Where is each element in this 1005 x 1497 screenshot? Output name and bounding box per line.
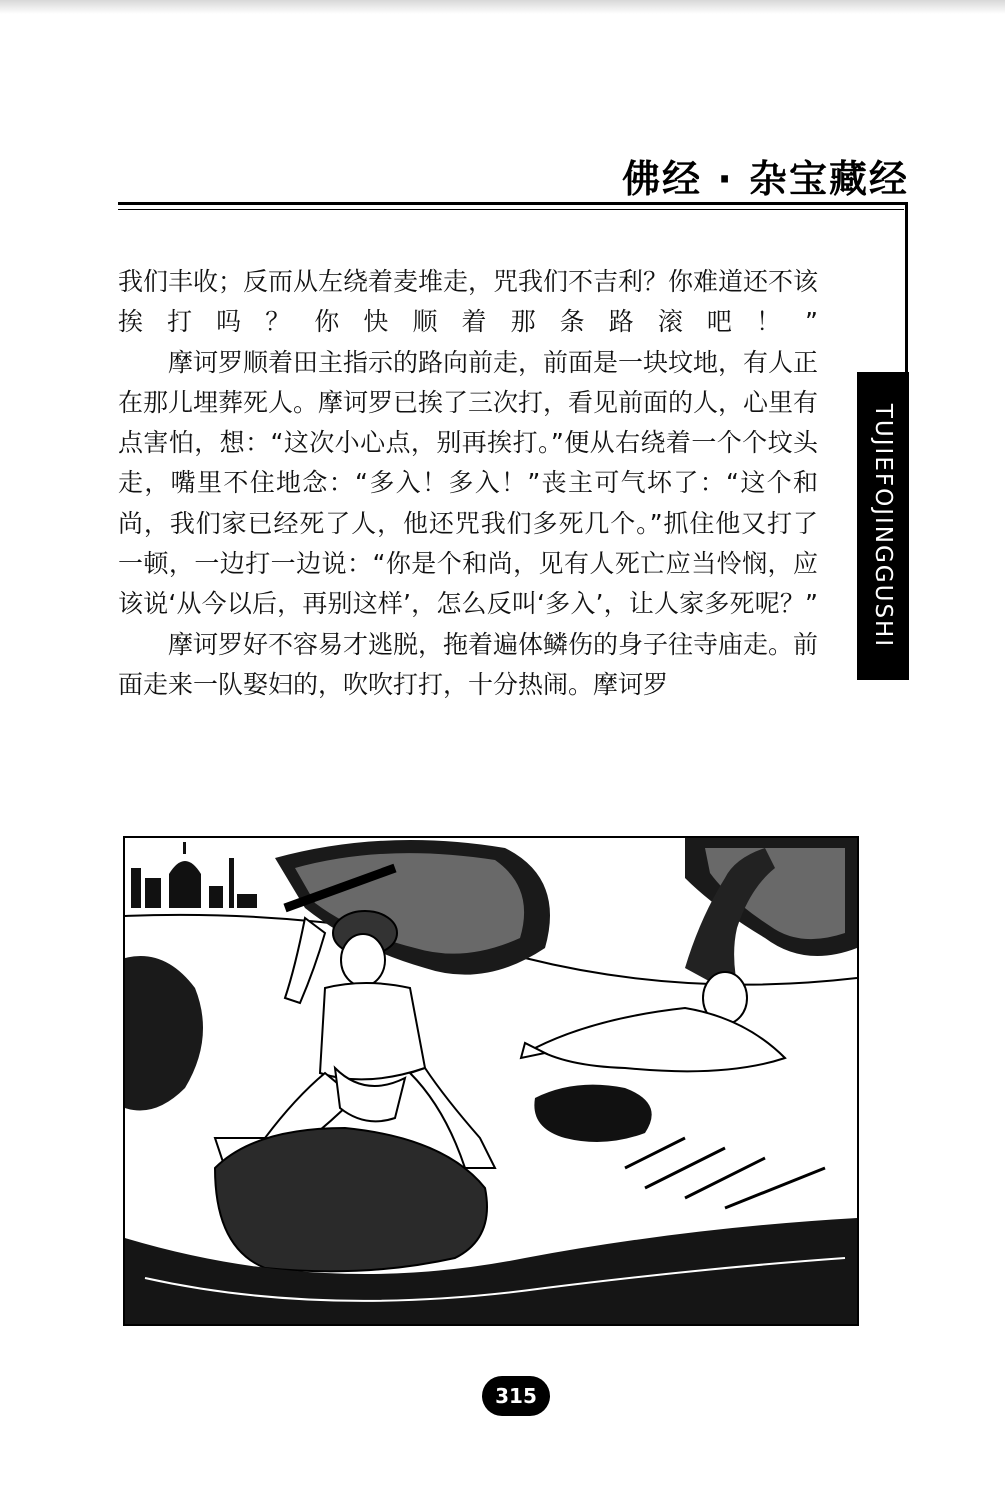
illustration-drawing bbox=[125, 838, 857, 1324]
paragraph: 摩诃罗顺着田主指示的路向前走，前面是一块坟地，有人正在那儿埋葬死人。摩诃罗已挨了三次打，看见前面的人，心里有点害怕，想：“这次小心点，别再挨打。”便从右绕着一个个坟头走，嘴里不住地念：“多入！多入！”丧主可气坏了：“这个和尚，我们家已经死了人，他还咒我们多死几个。”抓住他又打了一顿，一边打一边说：“你是个和尚，见有人死亡应当怜悯，应该说‘从今以后，再别这样’，怎么反叫‘多入’，让人家多死呢？” bbox=[118, 347, 819, 619]
header-rule bbox=[118, 202, 908, 205]
body-text bbox=[118, 262, 818, 705]
page-number: 315 bbox=[482, 1376, 550, 1416]
paragraph: 我们丰收；反而从左绕着麦堆走，咒我们不吉利？你难道还不该挨打吗？你快顺着那条路滚吧！” bbox=[118, 267, 819, 337]
side-tab-label: TUJIEFOJINGGUSHI bbox=[870, 403, 896, 649]
header-rule-thin bbox=[118, 209, 904, 210]
story-illustration bbox=[123, 836, 859, 1326]
side-tab bbox=[857, 372, 909, 680]
chapter-header-title: 佛经 · 杂宝藏经 bbox=[622, 157, 909, 201]
paragraph: 摩诃罗好不容易才逃脱，拖着遍体鳞伤的身子往寺庙走。前面走来一队娶妇的，吹吹打打，十分热闹。摩诃罗 bbox=[118, 629, 819, 699]
page-top-edge bbox=[0, 0, 1005, 14]
header-rule-vertical bbox=[905, 202, 908, 372]
